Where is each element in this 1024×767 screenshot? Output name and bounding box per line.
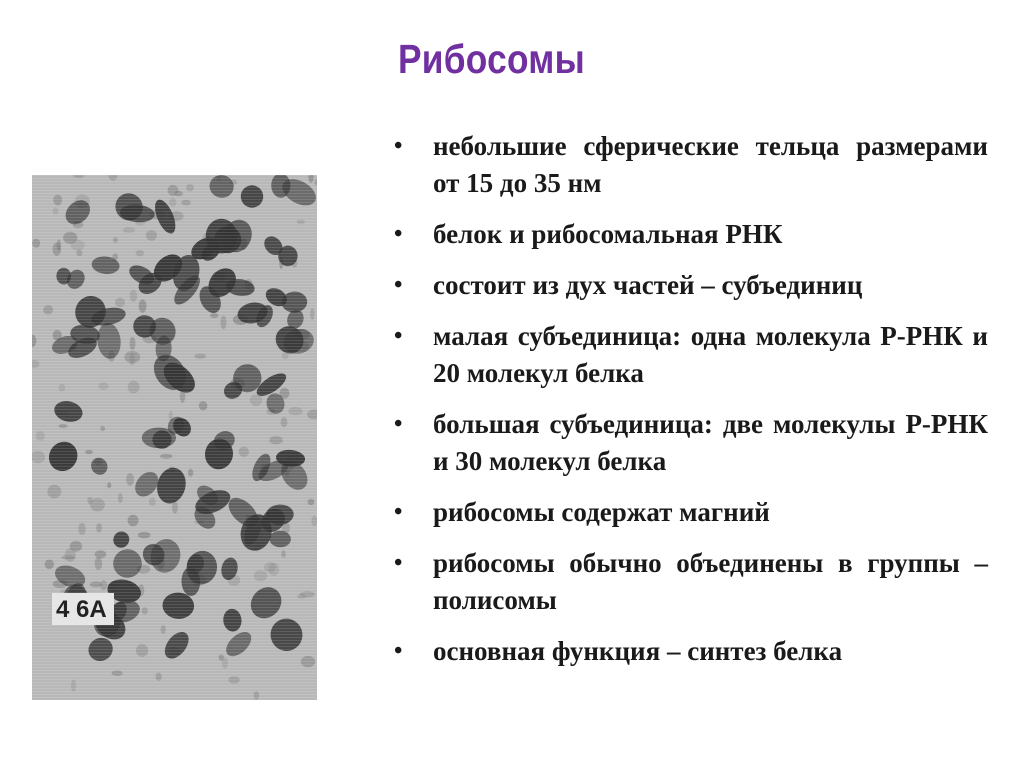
bullet-dot: • — [394, 411, 403, 437]
bullet-dot: • — [394, 272, 403, 298]
bullet-dot: • — [394, 323, 403, 349]
bullet-dot: • — [394, 133, 403, 159]
bullet-item: • состоит из дух частей – субъединиц — [394, 267, 988, 304]
bullet-item: • рибосомы содержат магний — [394, 494, 988, 531]
bullet-dot: • — [394, 550, 403, 576]
bullet-dot: • — [394, 221, 403, 247]
bullet-item: • белок и рибосомальная РНК — [394, 216, 988, 253]
slide-title: Рибосомы — [398, 36, 585, 82]
bullet-dot: • — [394, 499, 403, 525]
bullet-dot: • — [394, 638, 403, 664]
image-caption: 4 6A — [56, 596, 107, 623]
bullet-list — [394, 128, 988, 684]
ribosome-micrograph — [32, 175, 317, 700]
bullet-item: • небольшие сферические тельца размерами от 15 до 35 нм — [394, 128, 988, 202]
bullet-item: • малая субъединица: одна молекула Р-РНК и 20 молекул белка — [394, 318, 988, 392]
bullet-item: • основная функция – синтез белка — [394, 633, 988, 670]
bullet-item: • рибосомы обычно объединены в группы – полисомы — [394, 545, 988, 619]
bullet-item: • большая субъединица: две молекулы Р-РНК и 30 молекул белка — [394, 406, 988, 480]
